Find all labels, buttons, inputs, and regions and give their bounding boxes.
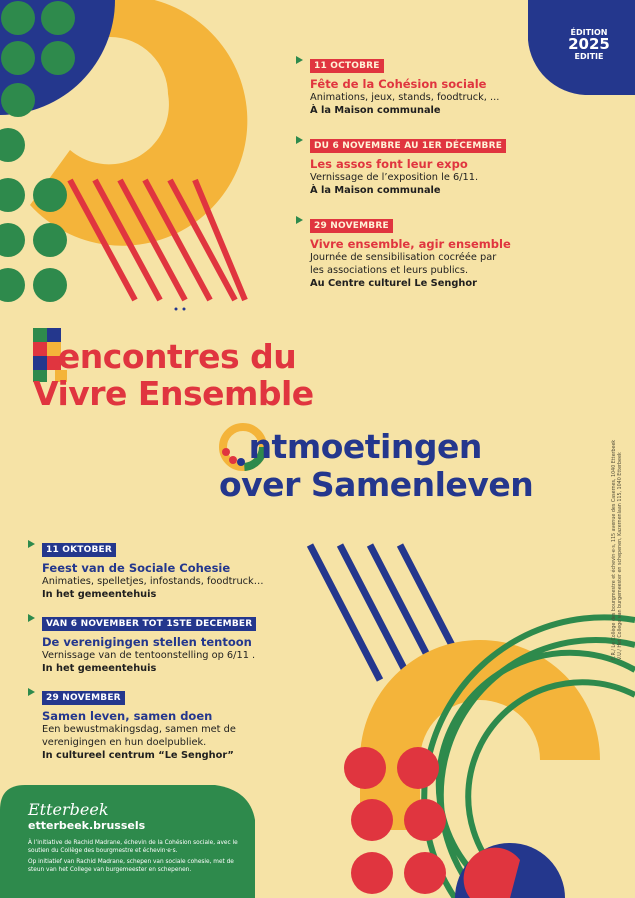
event-fr-2 bbox=[296, 133, 526, 197]
footer-text-fr-2: soutien du Collège des bourgmestre et échevin·e·s. bbox=[28, 848, 178, 854]
arrow-icon bbox=[296, 216, 303, 224]
edition-label-nl: EDITIE bbox=[574, 52, 604, 61]
event-nl-2 bbox=[28, 611, 288, 675]
title-fr-line1: encontres du bbox=[57, 337, 297, 376]
footer-text-nl-2: steun van het College van burgemeester en schepenen. bbox=[28, 867, 192, 873]
event-place: Au Centre culturel Le Senghor bbox=[310, 278, 477, 289]
event-place: À la Maison communale bbox=[310, 185, 441, 196]
event-place: In het gemeentehuis bbox=[42, 663, 157, 674]
title-nl-line1: ntmoetingen bbox=[248, 427, 482, 466]
etterbeek-logo: Etterbeek bbox=[28, 800, 109, 819]
legal-line-nl: V.U./ Het College van burgemeester en schepenen, Kazernenlaan 115, 1040 Etterbeek bbox=[618, 452, 623, 660]
footer-text-nl-1: Op initiatief van Rachid Madrane, schepen van sociale cohesie, met de bbox=[28, 859, 234, 865]
event-date-tag: 11 OCTOBRE bbox=[310, 59, 384, 73]
arrow-icon bbox=[296, 136, 303, 144]
bottom-circle-red bbox=[464, 848, 520, 898]
event-desc: Animaties, spelletjes, infostands, foodtruck… bbox=[42, 576, 264, 587]
events-fr bbox=[296, 53, 526, 290]
legal-line-fr: É.R./ Le Collège des bourgmestre et échevin·e·s, 115 avenue des Casernes, 1040 Etterbeek bbox=[612, 439, 617, 660]
event-title: De verenigingen stellen tentoon bbox=[42, 635, 252, 649]
title-nl bbox=[221, 428, 631, 504]
event-date-tag: DU 6 NOVEMBRE AU 1ER DÉCEMBRE bbox=[310, 139, 506, 153]
edition-label-fr: ÉDITION bbox=[570, 28, 608, 37]
event-title: Fête de la Cohésion sociale bbox=[310, 77, 487, 91]
event-title: Les assos font leur expo bbox=[310, 157, 468, 171]
event-fr-1 bbox=[296, 53, 526, 117]
event-desc: Vernissage van de tentoonstelling op 6/11 . bbox=[42, 650, 256, 661]
event-nl-3 bbox=[28, 685, 288, 762]
event-desc: Journée de sensibilisation cocréée par bbox=[310, 252, 497, 263]
title-nl-line2: over Samenleven bbox=[219, 465, 534, 504]
event-desc: Vernissage de l’exposition le 6/11. bbox=[310, 172, 479, 183]
event-date-tag: VAN 6 NOVEMBER TOT 1STE DECEMBER bbox=[42, 617, 256, 631]
event-date-tag: 11 OKTOBER bbox=[42, 543, 116, 557]
title-fr bbox=[33, 338, 433, 412]
event-desc: Een bewustmakingsdag, samen met de bbox=[42, 724, 236, 735]
event-date-tag: 29 NOVEMBRE bbox=[310, 219, 393, 233]
arrow-icon bbox=[28, 688, 35, 696]
event-desc: Animations, jeux, stands, foodtruck, ... bbox=[310, 92, 500, 103]
arrow-icon bbox=[28, 614, 35, 622]
event-fr-3 bbox=[296, 213, 526, 290]
event-desc-2: les associations et leurs publics. bbox=[310, 265, 469, 276]
event-desc-2: verenigingen en hun doelpubliek. bbox=[42, 737, 207, 748]
website-link[interactable]: etterbeek.brussels bbox=[28, 819, 146, 832]
event-title: Samen leven, samen doen bbox=[42, 709, 213, 723]
footer-text-fr-1: À l’initiative de Rachid Madrane, échevin de la Cohésion sociale, avec le bbox=[28, 840, 238, 846]
event-date-tag: 29 NOVEMBER bbox=[42, 691, 125, 705]
event-place: À la Maison communale bbox=[310, 105, 441, 116]
event-nl-1 bbox=[28, 537, 288, 601]
small-dots bbox=[175, 308, 186, 311]
event-place: In cultureel centrum “Le Senghor” bbox=[42, 750, 234, 761]
title-fr-line2: Vivre Ensemble bbox=[33, 374, 314, 413]
title-nl-initial bbox=[221, 427, 249, 466]
event-title: Vivre ensemble, agir ensemble bbox=[310, 237, 511, 251]
event-place: In het gemeentehuis bbox=[42, 589, 157, 600]
arrow-icon bbox=[296, 56, 303, 64]
event-title: Feest van de Sociale Cohesie bbox=[42, 561, 231, 575]
title-fr-initial bbox=[33, 337, 58, 376]
edition-year: 2025 bbox=[568, 35, 610, 53]
legal-text bbox=[612, 420, 624, 660]
edition-badge bbox=[555, 28, 623, 61]
arrow-icon bbox=[28, 540, 35, 548]
footer bbox=[28, 801, 253, 874]
events-nl bbox=[28, 537, 288, 762]
